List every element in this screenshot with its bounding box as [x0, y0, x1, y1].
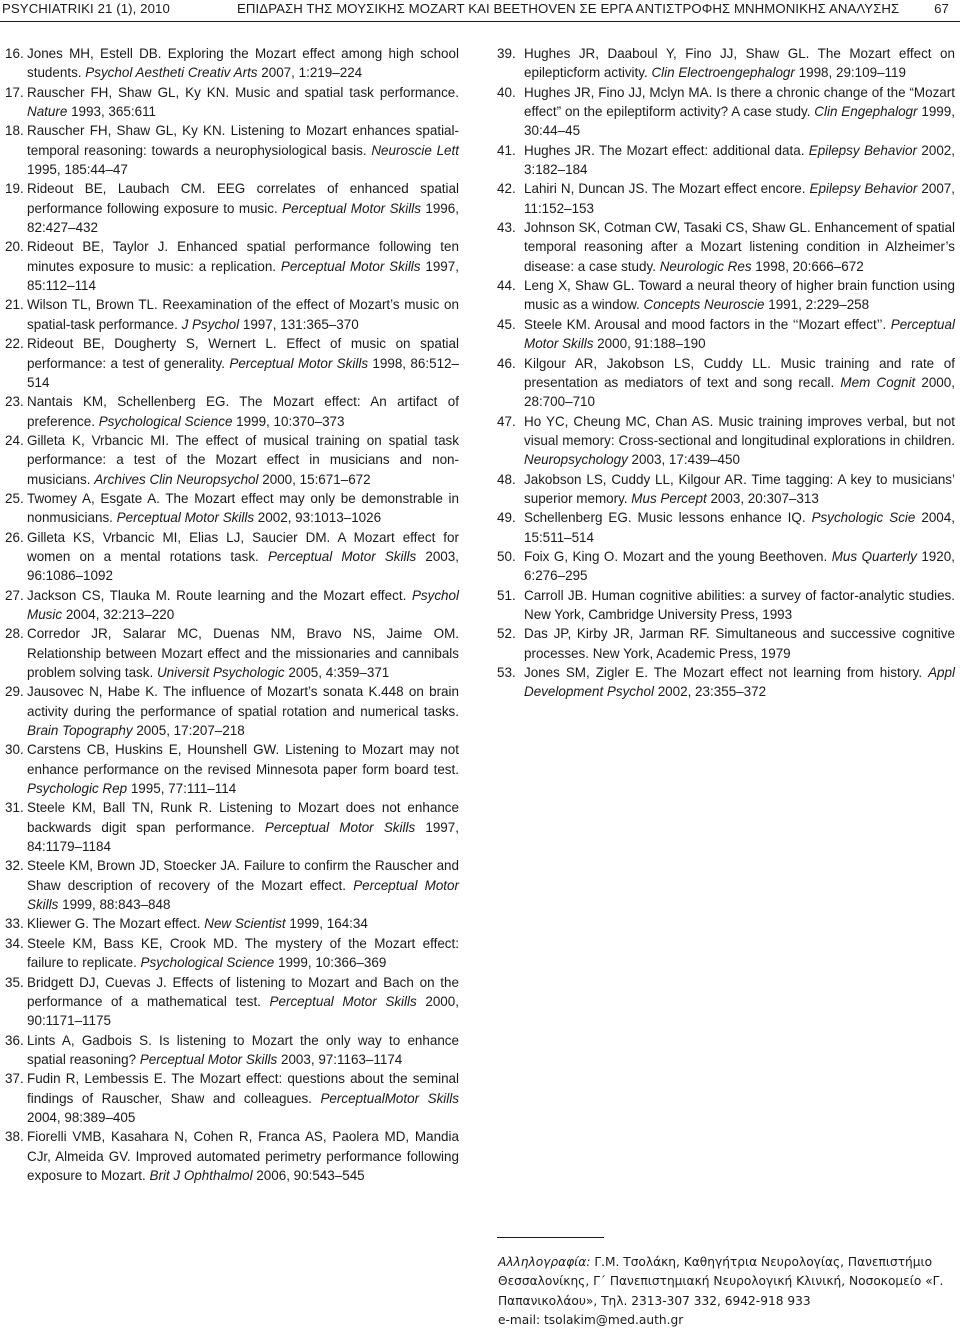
reference-volume-pages: 2002, 23:355–372 [653, 684, 767, 700]
running-header [0, 0, 960, 22]
reference-journal: Psychologic Scie [811, 510, 916, 526]
reference-number: 52. [497, 626, 516, 642]
reference-text [27, 934, 459, 973]
reference-text [524, 354, 955, 412]
reference-text [27, 431, 459, 489]
reference-item [5, 334, 459, 392]
references-left-column [5, 44, 459, 1185]
reference-citation: Gilleta K, Vrbancic MI. The effect of musical training on spatial task performance: a test of the Mozart effect in musicians and non-musicians. [27, 432, 459, 487]
reference-item [497, 315, 955, 354]
reference-citation: Steele KM. Arousal and mood factors in the ‘‘Mozart effect’’. [524, 316, 891, 332]
reference-text [27, 179, 459, 237]
reference-journal: Perceptual Motor Skills [269, 993, 417, 1009]
reference-volume-pages: 1996, 82:427–432 [27, 200, 459, 236]
reference-journal: Clin Electroengephalogr [651, 65, 795, 81]
reference-item [5, 431, 459, 489]
reference-number: 18. [5, 123, 24, 139]
reference-volume-pages: 2002, 93:1013–1026 [254, 510, 382, 526]
reference-volume-pages: 1997, 131:365–370 [239, 316, 359, 332]
reference-text [524, 44, 955, 83]
reference-item [5, 914, 459, 933]
reference-text [27, 237, 459, 295]
reference-citation: Lints A, Gadbois S. Is listening to Mozart the only way to enhance spatial reasoning? [27, 1032, 459, 1067]
reference-citation: Rauscher FH, Shaw GL, Ky KN. Music and spatial task performance. [27, 84, 459, 100]
reference-volume-pages: 2006, 90:543–545 [252, 1167, 365, 1183]
reference-citation: Johnson SK, Cotman CW, Tasaki CS, Shaw GL. Enhancement of spatial temporal reasoning after a Mozart listening condition in Alzheimer’s disease: a case study. [524, 220, 955, 274]
reference-number: 33. [5, 916, 24, 932]
reference-volume-pages: 1993, 365:611 [67, 104, 157, 120]
reference-volume-pages: 2004, 32:213–220 [62, 606, 175, 622]
reference-volume-pages: 2004, 15:511–514 [524, 510, 955, 545]
header-rule [0, 21, 960, 22]
reference-journal: Neuroscie Lett [371, 142, 459, 158]
reference-journal: New Scientist [204, 916, 286, 932]
reference-citation: Lahiri N, Duncan JS. The Mozart effect encore. [524, 181, 810, 197]
reference-item [5, 934, 459, 973]
reference-number: 27. [5, 587, 24, 603]
reference-volume-pages: 1999, 10:370–373 [232, 413, 345, 429]
reference-number: 36. [5, 1032, 24, 1048]
reference-number: 30. [5, 742, 24, 758]
reference-item [5, 798, 459, 856]
reference-item [497, 218, 955, 276]
reference-citation: Kliewer G. The Mozart effect. [27, 916, 205, 932]
reference-number: 32. [5, 858, 24, 874]
reference-item [497, 179, 955, 218]
reference-citation: Jausovec N, Habe K. The influence of Mozart’s sonata K.448 on brain activity during the performance of spatial rotation and numerical tasks. [27, 684, 459, 719]
reference-text [524, 141, 955, 180]
reference-citation: Jackson CS, Tlauka M. Route learning and the Mozart effect. [27, 587, 412, 603]
reference-citation: Gilleta KS, Vrbancic MI, Elias LJ, Saucier DM. A Mozart effect for women on a mental rotations task. [27, 529, 459, 564]
reference-number: 47. [497, 413, 516, 429]
reference-item [5, 295, 459, 334]
reference-item [497, 412, 955, 470]
reference-journal: Perceptual Motor Skills [280, 258, 421, 274]
reference-item [5, 1031, 459, 1070]
reference-citation: Schellenberg EG. Music lessons enhance IQ. [524, 510, 812, 526]
reference-number: 17. [5, 84, 24, 100]
reference-item [5, 121, 459, 179]
reference-item [5, 83, 459, 122]
reference-text [27, 392, 459, 431]
reference-text [27, 1031, 459, 1070]
reference-number: 28. [5, 626, 24, 642]
page-number: 67 [934, 1, 949, 16]
reference-journal: Psychological Science [98, 413, 233, 429]
reference-volume-pages: 2003, 17:439–450 [627, 452, 740, 468]
reference-text [27, 682, 459, 740]
reference-volume-pages: 2000, 91:188–190 [593, 336, 706, 352]
reference-item [497, 141, 955, 180]
reference-citation: Twomey A, Esgate A. The Mozart effect may only be demonstrable in nonmusicians. [27, 490, 459, 526]
reference-item [5, 179, 459, 237]
reference-text [27, 83, 459, 122]
reference-journal: Concepts Neuroscie [643, 297, 765, 313]
reference-item [5, 237, 459, 295]
reference-journal: Archives Clin Neuropsychol [94, 471, 259, 487]
reference-number: 29. [5, 684, 24, 700]
reference-volume-pages: 1999, 10:366–369 [274, 955, 387, 971]
references-right-column [497, 44, 955, 702]
reference-text [524, 624, 955, 663]
reference-item [5, 740, 459, 798]
reference-item [5, 489, 459, 528]
reference-citation: Steele KM, Ball TN, Runk R. Listening to Mozart does not enhance backwards digit span performance. [27, 800, 459, 835]
reference-number: 39. [497, 46, 516, 61]
reference-volume-pages: 2005, 17:207–218 [132, 723, 245, 739]
reference-number: 44. [497, 278, 516, 294]
reference-text [27, 44, 459, 83]
reference-text [27, 740, 459, 798]
reference-volume-pages: 2000, 28:700–710 [524, 374, 955, 410]
reference-journal: Perceptual Motor Skills [116, 510, 255, 526]
reference-number: 35. [5, 974, 24, 990]
reference-journal: Perceptual Motor Skills [267, 548, 417, 564]
footnote-label: Αλληλογραφία: [498, 1255, 591, 1269]
reference-number: 51. [497, 587, 516, 603]
reference-citation: Bridgett DJ, Cuevas J. Effects of listening to Mozart and Bach on the performance of a mathematical test. [27, 974, 459, 1009]
reference-volume-pages: 1998, 20:666–672 [751, 258, 864, 274]
reference-volume-pages: 1998, 29:109–119 [794, 65, 906, 81]
reference-number: 43. [497, 220, 516, 236]
reference-journal: Neurologic Res [659, 258, 752, 274]
reference-item [497, 547, 955, 586]
reference-number: 34. [5, 935, 24, 951]
reference-volume-pages: 1999, 164:34 [285, 916, 368, 932]
reference-item [5, 624, 459, 682]
reference-number: 49. [497, 510, 516, 526]
reference-number: 42. [497, 181, 516, 197]
reference-text [524, 276, 955, 315]
reference-text [27, 798, 459, 856]
reference-text [524, 179, 955, 218]
reference-text [524, 315, 955, 354]
reference-number: 26. [5, 529, 24, 545]
reference-citation: Steele KM, Bass KE, Crook MD. The mystery of the Mozart effect: failure to replicate. [27, 935, 459, 971]
reference-volume-pages: 1920, 6:276–295 [524, 548, 955, 584]
running-title: ΕΠΙΔΡΑΣΗ ΤΗΣ ΜΟΥΣΙΚΗΣ MOZART ΚΑΙ BEETHOVEN ΣΕ ΕΡΓΑ ΑΝΤΙΣΤΡΟΦΗΣ ΜΝΗΜΟΝΙΚΗΣ ΑΝΑΛΥΣΗΣ [237, 1, 900, 16]
reference-journal: Nature [27, 104, 68, 120]
reference-number: 25. [5, 490, 24, 506]
reference-number: 50. [497, 548, 516, 564]
reference-number: 20. [5, 239, 24, 255]
reference-volume-pages: 1998, 86:512–514 [27, 355, 459, 390]
reference-citation: Ho YC, Cheung MC, Chan AS. Music training improves verbal, but not visual memory: Cross-sectional and longitudinal explorations in children. [524, 413, 955, 448]
reference-journal: Mus Quarterly [831, 548, 917, 564]
reference-journal: PerceptualMotor Skills [320, 1090, 459, 1106]
reference-citation: Hughes JR, Daaboul Y, Fino JJ, Shaw GL. The Mozart effect on epilepticform activity. [524, 46, 955, 81]
reference-item [5, 44, 459, 83]
reference-number: 22. [5, 336, 24, 352]
reference-number: 45. [497, 316, 516, 332]
reference-citation: Rauscher FH, Shaw GL, Ky KN. Listening to Mozart enhances spatial-temporal reasoning: towards a neurophysiological basis. [27, 123, 459, 158]
reference-volume-pages: 1991, 2:229–258 [764, 297, 870, 313]
reference-journal: Perceptual Motor Skills [229, 355, 369, 371]
correspondence-footnote [498, 1253, 958, 1331]
reference-journal: Perceptual Motor Skills [282, 200, 421, 216]
reference-number: 16. [5, 46, 24, 61]
reference-journal: Epilepsy Behavior [808, 142, 917, 158]
reference-journal: Mus Percept [631, 490, 707, 506]
reference-journal: Clin Engephalogr [814, 104, 918, 120]
reference-text [524, 508, 955, 547]
reference-text [27, 856, 459, 914]
reference-text [27, 914, 459, 933]
reference-number: 41. [497, 142, 516, 158]
reference-item [5, 392, 459, 431]
reference-journal: Neuropsychology [524, 452, 628, 468]
reference-text [524, 547, 955, 586]
reference-journal: Perceptual Motor Skills [27, 877, 459, 913]
reference-number: 19. [5, 181, 24, 197]
reference-journal: Perceptual Motor Skills [264, 819, 416, 835]
reference-volume-pages: 2005, 4:359–371 [284, 665, 390, 680]
reference-journal: J Psychol [181, 316, 240, 332]
reference-citation: Fiorelli VMB, Kasahara N, Cohen R, Franca AS, Paolera MD, Mandia CJr, Almeida GV. Improved automated perimetry performance following exposure to Mozart. [27, 1129, 459, 1183]
reference-text [27, 295, 459, 334]
reference-text [27, 1127, 459, 1185]
reference-volume-pages: 2002, 3:182–184 [524, 142, 955, 178]
reference-journal: Perceptual Motor Skills [139, 1051, 278, 1067]
reference-citation: Steele KM, Brown JD, Stoecker JA. Failure to confirm the Rauscher and Shaw description of recovery of the Mozart effect. [27, 858, 459, 893]
reference-number: 24. [5, 432, 24, 448]
reference-volume-pages: 2000, 90:1171–1175 [27, 993, 459, 1029]
reference-text [27, 973, 459, 1031]
reference-journal: Mem Cognit [840, 374, 916, 390]
reference-item [497, 354, 955, 412]
reference-citation: Rideout BE, Laubach CM. EEG correlates of enhanced spatial performance following exposure to music. [27, 181, 459, 216]
reference-citation: Hughes JR. The Mozart effect: additional data. [524, 142, 809, 158]
reference-journal: Psychol Music [27, 587, 459, 622]
reference-journal: Psychol Aestheti Creativ Arts [85, 65, 258, 81]
reference-volume-pages: 2003, 20:307–313 [706, 490, 819, 506]
reference-volume-pages: 1995, 77:111–114 [127, 781, 237, 797]
reference-volume-pages: 2003, 97:1163–1174 [277, 1051, 403, 1067]
reference-volume-pages: 2003, 96:1086–1092 [27, 548, 459, 584]
reference-journal: Appl Development Psychol [524, 665, 955, 700]
reference-journal: Epilepsy Behavior [809, 181, 918, 197]
reference-number: 40. [497, 84, 516, 100]
reference-item [497, 624, 955, 663]
reference-number: 23. [5, 394, 24, 410]
reference-citation: Rideout BE, Taylor J. Enhanced spatial performance following ten minutes exposure to music: a replication. [27, 239, 459, 274]
reference-journal: Universit Psychologic [156, 665, 285, 680]
reference-text [524, 663, 955, 702]
reference-citation: Foix G, King O. Mozart and the young Beethoven. [524, 548, 832, 564]
footnote-address: Γ.Μ. Τσολάκη, Καθηγήτρια Νευρολογίας, Πανεπιστήμιο Θεσσαλονίκης, Γ΄ Πανεπιστημιακή Νευρολογική Κλινική, Νοσοκομείο «Γ. Παπανικολάου», Τηλ. 2313-307 332, 6942-918 933 [498, 1255, 944, 1308]
reference-text [524, 412, 955, 470]
reference-text [27, 121, 459, 179]
reference-citation: Carstens CB, Huskins E, Hounshell GW. Listening to Mozart may not enhance performance on the revised Minnesota paper form board test. [27, 742, 459, 777]
reference-number: 21. [5, 297, 24, 313]
reference-journal: Psychological Science [140, 955, 275, 971]
reference-text [27, 489, 459, 528]
reference-citation: Rideout BE, Dougherty S, Wernert L. Effect of music on spatial performance: a test of generality. [27, 336, 459, 371]
reference-number: 48. [497, 471, 516, 487]
reference-citation: Hughes JR, Fino JJ, Mclyn MA. Is there a chronic change of the “Mozart effect” on the epileptiform activity? A case study. [524, 84, 955, 120]
reference-number: 38. [5, 1129, 24, 1145]
reference-citation: Jones MH, Estell DB. Exploring the Mozart effect among high school students. [27, 46, 459, 81]
reference-citation: Nantais KM, Schellenberg EG. The Mozart effect: An artifact of preference. [27, 394, 459, 429]
reference-item [497, 663, 955, 702]
reference-text [524, 218, 955, 276]
reference-volume-pages: 2007, 11:152–153 [524, 181, 955, 216]
reference-number: 31. [5, 800, 24, 816]
reference-journal: Brain Topography [27, 723, 133, 739]
reference-text [27, 528, 459, 586]
footnote-rule [497, 1237, 604, 1238]
reference-volume-pages: 1997, 84:1179–1184 [27, 819, 459, 855]
reference-volume-pages: 2000, 15:671–672 [258, 471, 371, 487]
reference-text [27, 1069, 459, 1127]
footnote-email: e-mail: tsolakim@med.auth.gr [498, 1313, 684, 1328]
reference-number: 53. [497, 665, 516, 680]
reference-item [497, 83, 955, 141]
reference-text [524, 83, 955, 141]
reference-item [5, 973, 459, 1031]
reference-citation: Jakobson LS, Cuddy LL, Kilgour AR. Time tagging: A key to musicians’ superior memory. [524, 471, 955, 506]
reference-journal: Brit J Ophthalmol [149, 1167, 253, 1183]
reference-item [5, 1069, 459, 1127]
reference-volume-pages: 1995, 185:44–47 [27, 162, 128, 178]
reference-volume-pages: 1999, 88:843–848 [58, 897, 171, 913]
reference-item [497, 276, 955, 315]
journal-citation: PSYCHIATRIKI 21 (1), 2010 [2, 1, 170, 16]
reference-item [5, 682, 459, 740]
reference-journal: Psychologic Rep [27, 781, 128, 797]
reference-text [27, 624, 459, 682]
reference-item [497, 470, 955, 509]
reference-volume-pages: 2004, 98:389–405 [27, 1109, 136, 1125]
reference-citation: Fudin R, Lembessis E. The Mozart effect: questions about the seminal findings of Rauscher, Shaw and colleagues. [27, 1071, 459, 1106]
reference-citation: Wilson TL, Brown TL. Reexamination of the effect of Mozart’s music on spatial-task performance. [27, 297, 459, 332]
reference-item [497, 44, 955, 83]
reference-citation: Carroll JB. Human cognitive abilities: a survey of factor-analytic studies. New York, Cambridge University Press, 1993 [524, 587, 955, 622]
reference-number: 37. [5, 1071, 24, 1087]
reference-text [524, 586, 955, 625]
reference-item [5, 856, 459, 914]
reference-citation: Leng X, Shaw GL. Toward a neural theory of higher brain function using music as a window. [524, 278, 955, 313]
reference-number: 46. [497, 355, 516, 371]
reference-text [524, 470, 955, 509]
reference-citation: Jones SM, Zigler E. The Mozart effect not learning from history. [524, 665, 929, 680]
reference-journal: Perceptual Motor Skills [524, 316, 955, 352]
reference-citation: Das JP, Kirby JR, Jarman RF. Simultaneous and successive cognitive processes. New York, Academic Press, 1979 [524, 626, 955, 661]
reference-item [497, 508, 955, 547]
reference-item [497, 586, 955, 625]
reference-item [5, 586, 459, 625]
reference-item [5, 528, 459, 586]
reference-text [27, 586, 459, 625]
reference-text [27, 334, 459, 392]
reference-volume-pages: 2007, 1:219–224 [257, 65, 363, 81]
reference-volume-pages: 1999, 30:44–45 [524, 104, 955, 139]
reference-citation: Kilgour AR, Jakobson LS, Cuddy LL. Music training and rate of presentation as mediators of text and song recall. [524, 355, 955, 390]
reference-item [5, 1127, 459, 1185]
reference-citation: Corredor JR, Salarar MC, Duenas NM, Bravo NS, Jaime OM. Relationship between Mozart effect and the missionaries and cannibals problem solving task. [27, 626, 459, 680]
reference-volume-pages: 1997, 85:112–114 [27, 258, 459, 294]
